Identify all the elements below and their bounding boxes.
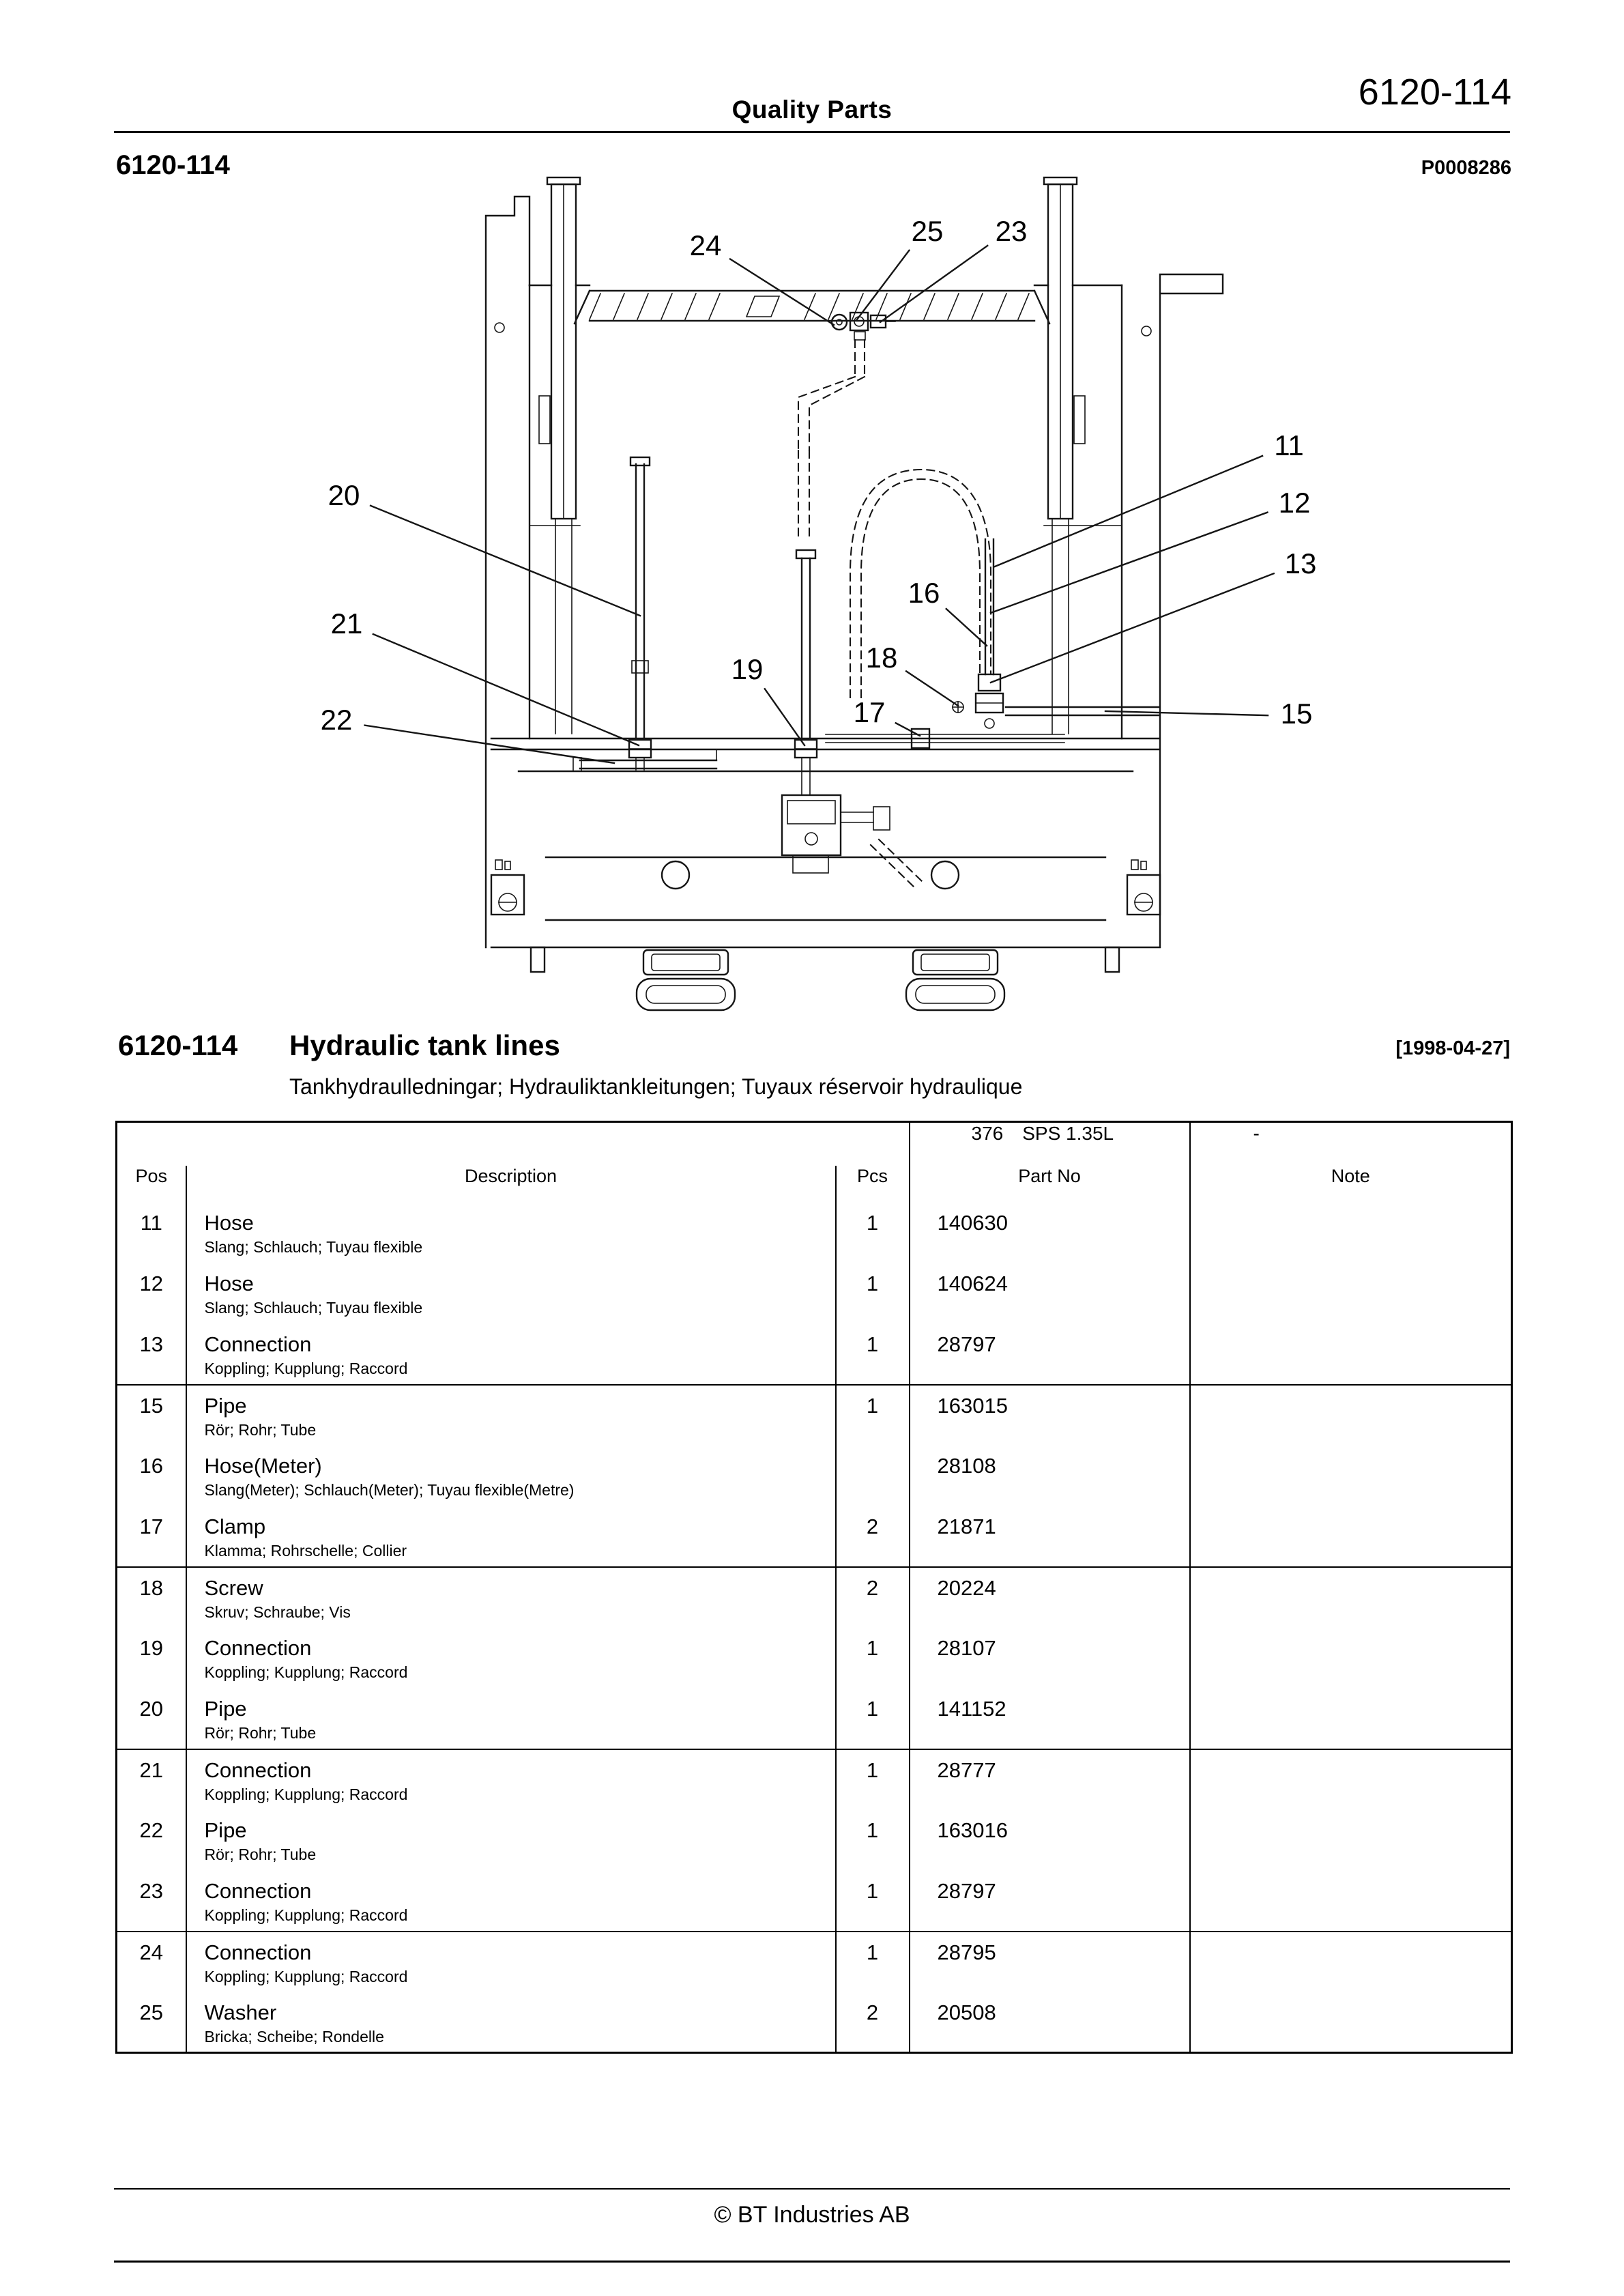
part-number: 140624 [910,1263,1190,1324]
part-pcs: 1 [836,1203,910,1263]
part-pcs: 2 [836,1567,910,1628]
part-note [1190,1810,1512,1871]
part-number: 20224 [910,1567,1190,1628]
part-pcs [836,1446,910,1506]
callout-24: 24 [689,229,722,262]
part-pcs: 1 [836,1385,910,1446]
model-band-row [117,1122,1512,1166]
model-band-note: - [1190,1122,1512,1166]
model-band-spec [910,1122,1190,1166]
part-description-translations: Slang; Schlauch; Tuyau flexible [204,1237,423,1256]
part-description: Pipe [204,1818,247,1842]
part-pcs: 1 [836,1324,910,1385]
callout-21: 21 [330,607,363,640]
callout-16: 16 [908,577,940,609]
part-row-17 [117,1506,1512,1567]
callout-leader-25 [857,250,909,319]
section-title: Hydraulic tank lines [289,1029,560,1061]
part-note [1190,1263,1512,1324]
col-header-description: Description [186,1166,836,1203]
part-description: Hose [204,1210,254,1235]
model-spec: SPS 1.35L [1022,1123,1114,1144]
part-pos: 24 [139,1940,163,1964]
top-crossmember [575,291,1049,324]
mast-uprights [539,177,1085,734]
callout-22: 22 [320,704,353,736]
part-row-20 [117,1689,1512,1749]
part-description: Washer [204,2000,277,2024]
callout-leader-18 [906,671,958,706]
callout-19: 19 [731,653,764,686]
part-row-12 [117,1263,1512,1324]
callout-leader-11 [995,456,1262,566]
part-note [1190,1689,1512,1749]
section-date: [1998-04-27] [1395,1037,1510,1059]
callout-23: 23 [995,215,1028,248]
part-pos: 18 [139,1575,163,1600]
part-row-16 [117,1446,1512,1506]
part-description-translations: Rör; Rohr; Tube [204,1420,317,1439]
part-note [1190,1567,1512,1628]
part-description: Pipe [204,1696,247,1721]
callout-18: 18 [865,642,898,674]
callout-leader-23 [880,246,987,322]
part-number: 28795 [910,1932,1190,1992]
part-note [1190,1628,1512,1689]
connection-13 [978,674,1000,691]
callout-leader-16 [946,609,987,646]
part-pcs: 1 [836,1689,910,1749]
callout-leader-12 [991,513,1267,613]
part-pos: 12 [139,1271,163,1295]
part-description: Connection [204,1878,312,1903]
part-row-21 [117,1749,1512,1810]
machine-drawing-svg [259,157,1365,1024]
part-description: Screw [204,1575,263,1600]
callout-leader-19 [765,689,804,745]
part-pcs: 1 [836,1628,910,1689]
page-header-title: Quality Parts [731,96,893,124]
col-header-pos: Pos [135,1165,168,1186]
callout-leader-13 [991,573,1274,683]
header-rule [114,131,1510,133]
part-row-13 [117,1324,1512,1385]
part-description: Connection [204,1635,312,1660]
part-row-22 [117,1810,1512,1871]
hose-routing-dashed [798,340,991,889]
callout-leader-20 [371,506,640,616]
part-description-translations: Koppling; Kupplung; Raccord [204,1785,408,1803]
part-number: 28777 [910,1749,1190,1810]
section-subtitle: Tankhydraulledningar; Hydrauliktankleitungen; Tuyaux réservoir hydraulique [289,1074,1023,1099]
part-pcs: 1 [836,1871,910,1932]
part-description-translations: Koppling; Kupplung; Raccord [204,1663,408,1681]
footer-copyright: © BT Industries AB [714,2202,910,2228]
callout-13: 13 [1284,547,1317,580]
part-number: 28108 [910,1446,1190,1506]
part-description: Clamp [204,1514,266,1538]
callout-leader-24 [730,259,834,325]
part-number: 141152 [910,1689,1190,1749]
col-header-partno: Part No [910,1166,1190,1203]
part-note [1190,1871,1512,1932]
part-row-23 [117,1871,1512,1932]
part-row-19 [117,1628,1512,1689]
part-description-translations: Rör; Rohr; Tube [204,1845,317,1863]
callout-15: 15 [1280,698,1313,730]
part-pos: 19 [139,1635,163,1660]
part-description-translations: Koppling; Kupplung; Raccord [204,1967,408,1985]
callout-leader-21 [373,634,639,745]
footer-rule-top [114,2188,1510,2190]
part-description: Connection [204,1757,312,1782]
column-header-row [117,1166,1512,1203]
section-code: 6120-114 [118,1029,238,1061]
pipe-20-assembly [573,457,716,771]
part-description: Connection [204,1332,312,1356]
part-number: 20508 [910,1992,1190,2053]
plate-code: P0008286 [1421,157,1511,179]
part-number: 163015 [910,1385,1190,1446]
part-pos: 15 [139,1393,163,1418]
part-note [1190,1992,1512,2053]
part-description-translations: Koppling; Kupplung; Raccord [204,1906,408,1924]
part-note [1190,1506,1512,1567]
col-header-note: Note [1190,1166,1512,1203]
part-description-translations: Rör; Rohr; Tube [204,1723,317,1742]
part-pos: 21 [139,1757,163,1782]
part-note [1190,1446,1512,1506]
pump-block [782,795,841,855]
part-description-translations: Klamma; Rohrschelle; Collier [204,1541,407,1560]
part-number: 163016 [910,1810,1190,1871]
part-pcs: 1 [836,1932,910,1992]
part-pos: 25 [117,1992,186,2053]
part-description: Hose [204,1271,254,1295]
part-note [1190,1203,1512,1263]
part-pcs: 2 [836,1992,910,2053]
part-pos: 17 [117,1506,186,1567]
callout-labels [321,215,1317,763]
part-pcs: 2 [836,1506,910,1567]
part-description: Pipe [204,1393,247,1418]
model-number: 376 [971,1123,1004,1144]
callout-25: 25 [911,215,944,248]
part-description: Hose(Meter) [204,1453,322,1478]
wheel-units [637,950,1004,1010]
part-description-translations: Slang; Schlauch; Tuyau flexible [204,1298,423,1317]
footer-rule-bottom [114,2261,1510,2263]
parts-table [115,1121,1513,2054]
machine-drawing [321,177,1317,1010]
part-pos: 22 [139,1818,163,1842]
part-description-translations: Slang(Meter); Schlauch(Meter); Tuyau flexible(Metre) [204,1480,575,1499]
callout-17: 17 [853,696,886,729]
part-row-18 [117,1567,1512,1628]
part-row-15 [117,1385,1512,1446]
part-description: Connection [204,1940,312,1964]
part-description-translations: Skruv; Schraube; Vis [204,1603,351,1621]
part-note [1190,1749,1512,1810]
part-pcs: 1 [836,1810,910,1871]
callout-11: 11 [1274,429,1304,462]
part-number: 21871 [910,1506,1190,1567]
part-pos: 23 [117,1871,186,1932]
figure-code: 6120-114 [116,150,230,180]
slot-detail [746,296,779,317]
parts-diagram [259,157,1365,1024]
part-pos: 20 [117,1689,186,1749]
part-number: 28107 [910,1628,1190,1689]
part-description-translations: Bricka; Scheibe; Rondelle [204,2027,384,2046]
floor-details [491,860,1160,915]
tank-fitting-cluster [832,313,895,340]
part-row-25 [117,1992,1512,2053]
part-note [1190,1385,1512,1446]
part-pcs: 1 [836,1263,910,1324]
part-number: 28797 [910,1871,1190,1932]
part-row-24 [117,1932,1512,1992]
part-note [1190,1932,1512,1992]
part-row-11 [117,1203,1512,1263]
part-note [1190,1324,1512,1385]
callout-20: 20 [328,479,360,512]
part-description-translations: Koppling; Kupplung; Raccord [204,1359,408,1377]
part-pos: 11 [140,1210,162,1235]
col-header-pcs: Pcs [836,1166,910,1203]
model-band-empty [117,1122,910,1166]
callout-12: 12 [1278,487,1311,519]
page-number-top: 6120-114 [1358,72,1511,113]
part-pcs: 1 [836,1749,910,1810]
part-pos: 13 [117,1324,186,1385]
callout-leader-22 [365,726,614,763]
part-number: 140630 [910,1203,1190,1263]
part-number: 28797 [910,1324,1190,1385]
part-pos: 16 [139,1453,163,1478]
